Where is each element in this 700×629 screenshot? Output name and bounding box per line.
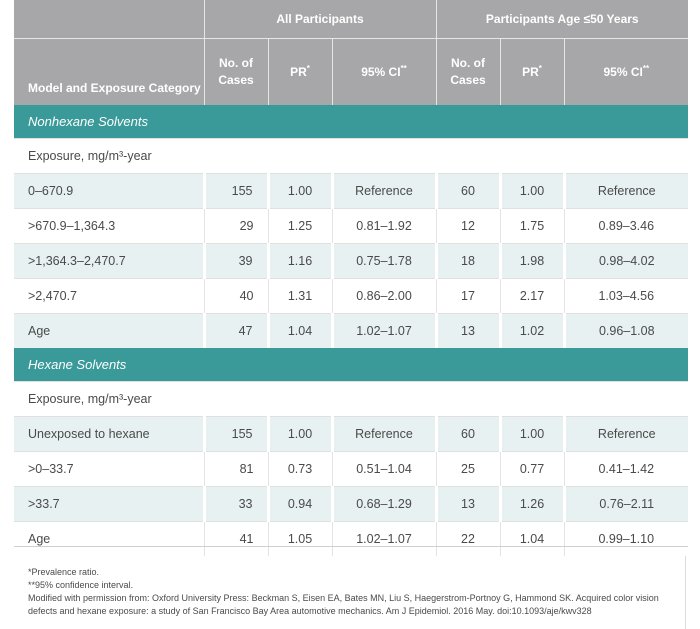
table-header	[14, 0, 688, 105]
header-pr-all: PR*	[268, 38, 332, 105]
cell-cases-all: 40	[204, 278, 268, 313]
note-source-citation: Modified with permission from: Oxford University Press: Beckman S, Eisen EA, Bates MN, Liu S, Haegerstrom-Portnoy G, Hammond SK. Acquired color vision defects and hexane exposure: a study of San Francisco Bay Area automotive mechanics. Am J Epidemiol. 2016 May. doi:10.1093/aje/kwv328	[28, 592, 659, 616]
row-label: Age	[14, 521, 204, 556]
cell-ci-age: 0.98–4.02	[564, 243, 688, 278]
cell-ci-age: 0.41–1.42	[564, 451, 688, 486]
cell-pr-age: 1.00	[500, 416, 564, 451]
cell-ci-age: 0.99–1.10	[564, 521, 688, 556]
cell-ci-age: Reference	[564, 416, 688, 451]
header-ci-all: 95% CI**	[332, 38, 436, 105]
row-label: Exposure, mg/m³-year	[14, 381, 688, 416]
cell-pr-all: 1.05	[268, 521, 332, 556]
results-table	[14, 0, 688, 556]
table-row	[14, 208, 688, 243]
table-notes	[28, 566, 668, 618]
table-row	[14, 381, 688, 416]
table-body	[14, 105, 688, 556]
cell-pr-age: 1.98	[500, 243, 564, 278]
cell-ci-all: Reference	[332, 173, 436, 208]
cell-cases-all: 47	[204, 313, 268, 348]
row-label: >0–33.7	[14, 451, 204, 486]
cell-pr-all: 0.94	[268, 486, 332, 521]
cell-pr-age: 2.17	[500, 278, 564, 313]
cell-pr-age: 1.02	[500, 313, 564, 348]
header-group-age: Participants Age ≤50 Years	[436, 0, 688, 38]
table-row	[14, 173, 688, 208]
section-hexane-title: Hexane Solvents	[14, 348, 688, 382]
cell-pr-age: 0.77	[500, 451, 564, 486]
table-row	[14, 243, 688, 278]
header-cases-all: No. of Cases	[204, 38, 268, 105]
cell-ci-age: 1.03–4.56	[564, 278, 688, 313]
cell-pr-all: 1.16	[268, 243, 332, 278]
cell-ci-all: 0.75–1.78	[332, 243, 436, 278]
cell-ci-all: 1.02–1.07	[332, 521, 436, 556]
cell-pr-all: 1.04	[268, 313, 332, 348]
cell-cases-age: 12	[436, 208, 500, 243]
cell-pr-age: 1.04	[500, 521, 564, 556]
cell-pr-all: 1.25	[268, 208, 332, 243]
row-label: Unexposed to hexane	[14, 416, 204, 451]
note-prevalence-ratio: *Prevalence ratio.	[28, 566, 100, 577]
table-row	[14, 138, 688, 173]
cell-cases-age: 13	[436, 313, 500, 348]
cell-pr-age: 1.26	[500, 486, 564, 521]
cell-cases-all: 39	[204, 243, 268, 278]
cell-cases-age: 25	[436, 451, 500, 486]
cell-cases-age: 17	[436, 278, 500, 313]
cell-ci-age: 0.96–1.08	[564, 313, 688, 348]
section-nonhexane-title: Nonhexane Solvents	[14, 105, 688, 139]
cell-ci-all: 0.86–2.00	[332, 278, 436, 313]
cell-cases-age: 22	[436, 521, 500, 556]
cell-ci-all: Reference	[332, 416, 436, 451]
header-cases-age: No. of Cases	[436, 38, 500, 105]
row-label: >670.9–1,364.3	[14, 208, 204, 243]
cell-cases-all: 33	[204, 486, 268, 521]
cell-cases-age: 60	[436, 173, 500, 208]
header-pr-age: PR*	[500, 38, 564, 105]
row-label: 0–670.9	[14, 173, 204, 208]
cell-ci-all: 1.02–1.07	[332, 313, 436, 348]
cell-ci-all: 0.51–1.04	[332, 451, 436, 486]
table-row	[14, 521, 688, 556]
cell-cases-all: 81	[204, 451, 268, 486]
row-label: >2,470.7	[14, 278, 204, 313]
header-blank	[14, 0, 204, 38]
cell-cases-age: 60	[436, 416, 500, 451]
note-confidence-interval: **95% confidence interval.	[28, 579, 134, 590]
table-row	[14, 313, 688, 348]
cell-cases-age: 13	[436, 486, 500, 521]
header-ci-age: 95% CI**	[564, 38, 688, 105]
cell-pr-all: 1.00	[268, 416, 332, 451]
cell-ci-age: 0.76–2.11	[564, 486, 688, 521]
cell-cases-all: 29	[204, 208, 268, 243]
cell-pr-all: 0.73	[268, 451, 332, 486]
row-label: >1,364.3–2,470.7	[14, 243, 204, 278]
table-row	[14, 451, 688, 486]
cell-cases-all: 155	[204, 173, 268, 208]
cell-pr-all: 1.31	[268, 278, 332, 313]
cell-cases-age: 18	[436, 243, 500, 278]
table-bottom-rule	[14, 546, 688, 547]
row-label: Exposure, mg/m³-year	[14, 138, 688, 173]
cell-ci-all: 0.68–1.29	[332, 486, 436, 521]
header-model-exposure: Model and Exposure Category	[14, 38, 204, 105]
cell-cases-all: 155	[204, 416, 268, 451]
cell-cases-all: 41	[204, 521, 268, 556]
header-group-all: All Participants	[204, 0, 436, 38]
cell-pr-age: 1.00	[500, 173, 564, 208]
row-label: Age	[14, 313, 204, 348]
cell-pr-all: 1.00	[268, 173, 332, 208]
cell-ci-age: 0.89–3.46	[564, 208, 688, 243]
table-row	[14, 416, 688, 451]
cell-pr-age: 1.75	[500, 208, 564, 243]
cell-ci-all: 0.81–1.92	[332, 208, 436, 243]
table-row	[14, 278, 688, 313]
cell-ci-age: Reference	[564, 173, 688, 208]
row-label: >33.7	[14, 486, 204, 521]
table-row	[14, 486, 688, 521]
